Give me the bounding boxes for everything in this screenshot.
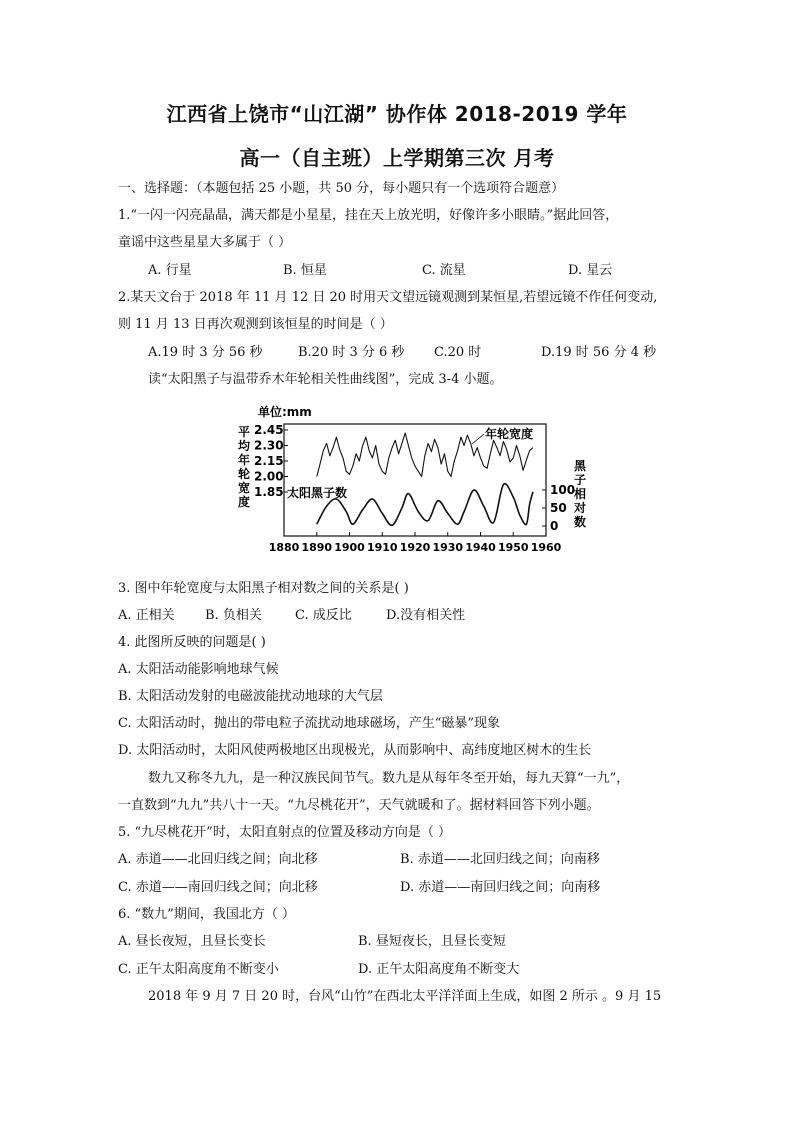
q1-option-b: B. 恒星 [283, 263, 327, 278]
q6-stem: 6. “数九”期间，我国北方（ ） [118, 907, 295, 922]
left-axis-label-text: 平均年轮宽度 [238, 425, 251, 509]
left-tick-label: 2.15 [254, 454, 284, 468]
q3-stem: 3. 图中年轮宽度与太阳黑子相对数之间的关系是( ) [118, 581, 409, 596]
q4-option-d: D. 太阳活动时，太阳风使两极地区出现极光，从而影响中、高纬度地区树木的生长 [118, 743, 592, 758]
passage-line1: 数九又称冬九九，是一种汉族民间节气。数九是从每年冬至开始，每九天算“一九”， [148, 771, 630, 786]
x-tick-label: 1890 [301, 541, 333, 554]
q3-option-d: D.没有相关性 [386, 608, 466, 623]
x-tick-label: 1910 [366, 541, 398, 554]
q1-option-d: D. 星云 [568, 263, 613, 278]
exam-title-line2: 高一（自主班）上学期第三次 月考 [239, 146, 555, 170]
right-tick-label: 100 [550, 483, 576, 497]
q3-option-b: B. 负相关 [205, 608, 262, 623]
left-tick-label: 2.00 [254, 469, 284, 484]
q5-option-a: A. 赤道——北回归线之间；向北移 [118, 852, 318, 867]
left-axis-label [238, 424, 251, 509]
sunspot-number-line [317, 484, 533, 526]
section-heading: 一、选择题：（本题包括 25 小题，共 50 分，每小题只有一个选项符合题意） [118, 181, 565, 196]
q4-stem: 4. 此图所反映的问题是( ) [118, 635, 266, 650]
sunspot-tree-ring-chart [232, 400, 587, 560]
series-label-tree-ring: 年轮宽度 [485, 427, 534, 441]
right-axis-label-text: 黑子相对数 [574, 459, 587, 529]
left-tick-label: 2.45 [254, 423, 284, 437]
q1-stem-line2: 童谣中这些星星大多属于（ ） [118, 235, 292, 250]
right-tick-label: 0 [550, 519, 559, 533]
series-label-sunspot: 太阳黑子数 [287, 486, 348, 500]
q3-option-c: C. 成反比 [295, 608, 352, 623]
right-tick-label: 50 [550, 501, 567, 515]
exam-title-line1: 江西省上饶市“山江湖” 协作体 2018-2019 学年 [166, 102, 628, 126]
right-axis-label [573, 459, 587, 529]
passage-line2: 一直数到“九九”共八十一天。“九尽桃花开”，天气就暖和了。据材料回答下列小题。 [118, 798, 600, 813]
q1-option-a: A. 行星 [148, 263, 192, 278]
q4-option-b: B. 太阳活动发射的电磁波能扰动地球的大气层 [118, 689, 383, 704]
q2-stem-line1: 2.某天文台于 2018 年 11 月 12 日 20 时用天文望远镜观测到某恒星,若望远镜不作任何变动, [118, 290, 658, 305]
q6-option-a: A. 昼长夜短，且昼长变长 [118, 934, 266, 949]
q2-option-b: B.20 时 3 分 6 秒 [298, 345, 405, 360]
q2-option-a: A.19 时 3 分 56 秒 [148, 345, 263, 360]
q3-option-a: A. 正相关 [118, 608, 175, 623]
q6-option-b: B. 昼短夜长，且昼长变短 [358, 934, 506, 949]
q4-option-a: A. 太阳活动能影响地球气候 [118, 662, 279, 677]
figure-intro: 读“太阳黑子与温带乔木年轮相关性曲线图”，完成 3-4 小题。 [148, 372, 503, 387]
q2-option-c: C.20 时 [434, 345, 482, 360]
x-tick-label: 1940 [465, 541, 496, 554]
q1-option-c: C. 流星 [422, 263, 466, 278]
x-tick-label: 1920 [399, 541, 431, 554]
x-tick-label: 1960 [530, 541, 562, 554]
q2-stem-line2: 则 11 月 13 日再次观测到该恒星的时间是（ ） [118, 317, 393, 332]
q5-option-d: D. 赤道——南回归线之间；向南移 [400, 880, 601, 895]
chart-unit-label: 单位:mm [258, 405, 312, 419]
x-tick-label: 1880 [268, 541, 300, 554]
q6-option-d: D. 正午太阳高度角不断变大 [358, 962, 520, 977]
left-tick-label: 2.30 [254, 438, 284, 453]
q4-option-c: C. 太阳活动时，抛出的带电粒子流扰动地球磁场，产生“磁暴”现象 [118, 716, 501, 731]
left-tick-label: 1.85 [254, 485, 284, 499]
q5-stem: 5. “九尽桃花开”时，太阳直射点的位置及移动方向是（ ） [118, 825, 451, 840]
q6-option-c: C. 正午太阳高度角不断变小 [118, 962, 279, 977]
next-passage-line: 2018 年 9 月 7 日 20 时，台风“山竹”在西北太平洋洋面上生成，如图 2 所示 。9 月 15 [148, 989, 662, 1004]
q1-stem-line1: 1.“一闪一闪亮晶晶，满天都是小星星，挂在天上放光明，好像许多小眼睛。”据此回答， [118, 208, 619, 223]
q5-option-c: C. 赤道——南回归线之间；向北移 [118, 880, 318, 895]
series-label-leader-tree-ring [472, 434, 484, 444]
q2-option-d: D.19 时 56 分 4 秒 [541, 345, 657, 360]
x-tick-label: 1900 [334, 541, 365, 554]
x-tick-label: 1930 [432, 541, 464, 554]
x-tick-label: 1950 [497, 541, 529, 554]
q5-option-b: B. 赤道——北回归线之间；向南移 [400, 852, 600, 867]
